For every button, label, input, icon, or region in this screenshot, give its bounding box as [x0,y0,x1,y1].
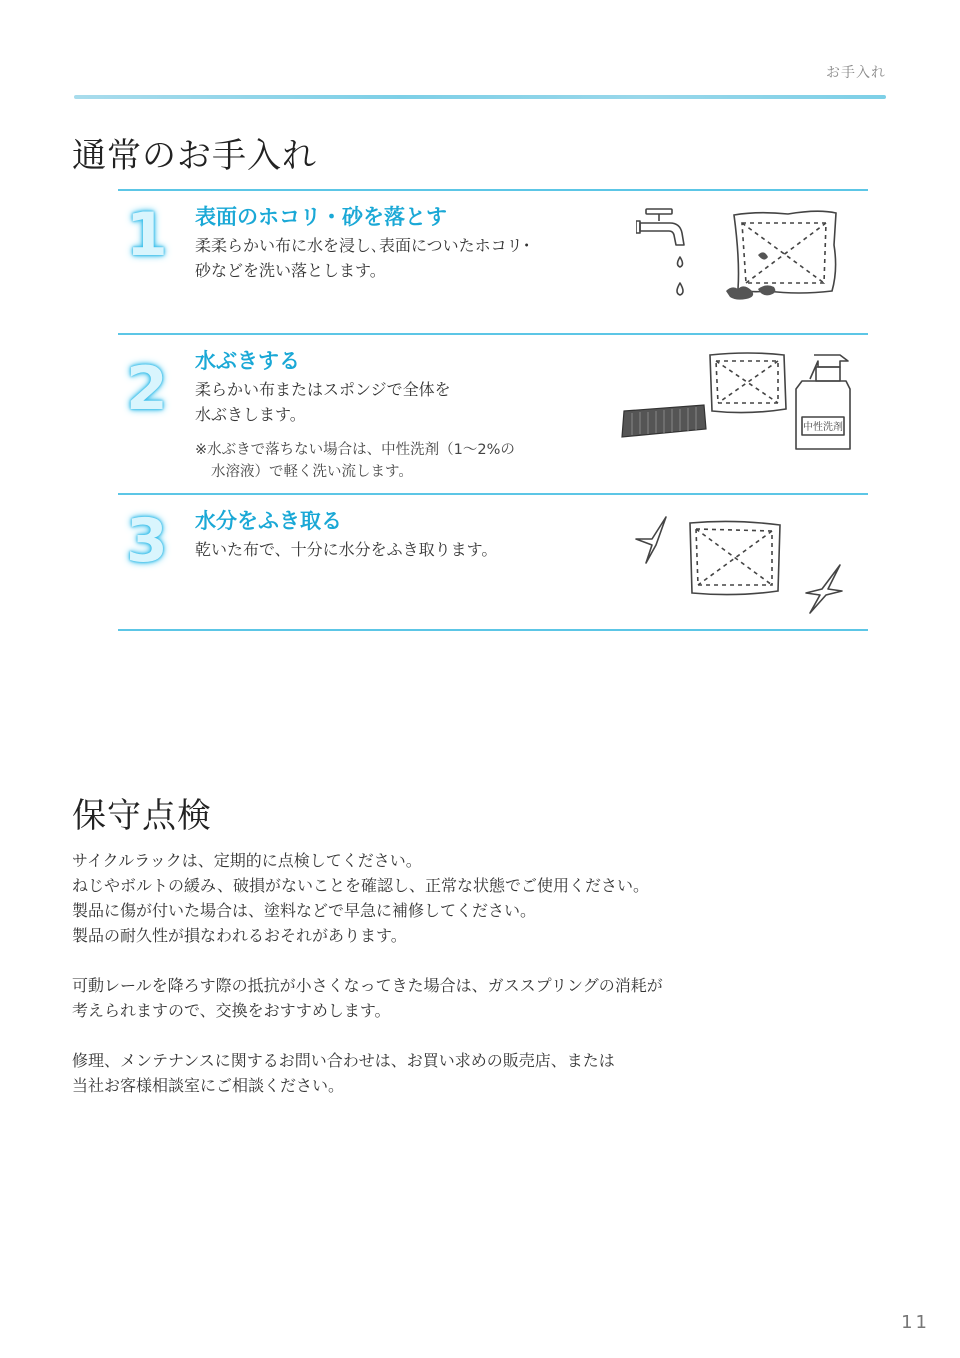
step-desc-line: 砂などを洗い落とします。 [195,261,386,280]
step-2 [118,333,868,493]
step-desc-line: 水ぶきします。 [195,405,306,424]
step-description [195,537,595,562]
paragraph-line: 当社お客様相談室にご相談ください。 [72,1076,345,1095]
section-title-inspection: 保守点検 [72,796,212,836]
step-note [195,439,595,483]
step-number: 3 [126,506,168,576]
sponge-icon [618,399,710,441]
cloth-icon [708,351,788,417]
step-1 [118,189,868,333]
step-desc-line: 柔らかい布またはスポンジで全体を [195,380,451,399]
inspection-paragraph-2 [72,973,663,1023]
paragraph-line: 可動レールを降ろす際の抵抗が小さくなってきた場合は、ガススプリングの消耗が [72,976,663,995]
step-number: 2 [126,354,168,424]
inspection-paragraph-1 [72,848,649,948]
note-line: ※水ぶきで落ちない場合は、中性洗剤（1〜2%の [195,442,515,458]
paragraph-line: ねじやボルトの緩み、破損がないことを確認し、正常な状態でご使用ください。 [72,876,649,895]
step-title: 水分をふき取る [195,509,342,533]
paragraph-line: サイクルラックは、定期的に点検してください。 [72,851,422,870]
paragraph-line: 製品に傷が付いた場合は、塗料などで早急に補修してください。 [72,901,537,920]
page-number: 11 [901,1312,930,1333]
wet-cloth-icon [718,205,868,305]
step-number: 1 [126,200,168,270]
header-label: お手入れ [826,65,886,81]
step-3 [118,493,868,631]
step-title: 水ぶきする [195,349,300,373]
sparkle-icon [632,513,672,565]
steps-list [118,189,868,631]
dry-cloth-icon [686,519,786,599]
paragraph-line: 修理、メンテナンスに関するお問い合わせは、お買い求めの販売店、または [72,1051,615,1070]
step-desc-line: 柔柔らかい布に水を浸し､表面についたホコリ･ [195,236,531,255]
paragraph-line: 考えられますので、交換をおすすめします。 [72,1001,391,1020]
inspection-paragraph-3 [72,1048,615,1098]
paragraph-line: 製品の耐久性が損なわれるおそれがあります。 [72,926,407,945]
detergent-bottle-icon [792,349,856,455]
step-title: 表面のホコリ・砂を落とす [195,205,447,229]
step-desc-line: 乾いた布で、十分に水分をふき取ります。 [195,540,498,559]
faucet-icon [636,205,706,307]
step-description [195,233,595,283]
sparkle-icon [802,561,846,617]
bottle-label: 中性洗剤 [803,422,843,433]
section-title-care: 通常のお手入れ [72,136,317,176]
note-line: 水溶液）で軽く洗い流します。 [211,464,413,480]
step-description [195,377,595,427]
header-rule [74,95,886,99]
